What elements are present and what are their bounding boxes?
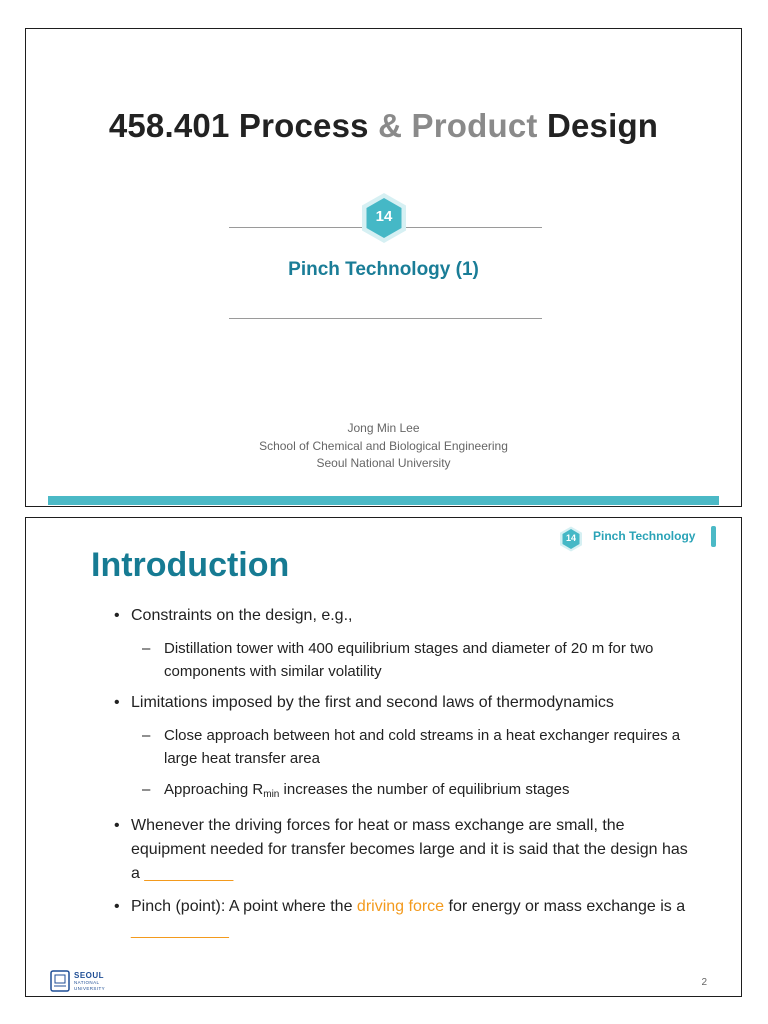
bullet-item — [114, 895, 694, 943]
course-title-part3: Design — [546, 107, 659, 144]
bullet-item — [114, 814, 694, 886]
driving-force-text: Whenever the driving forces for heat or mass exchange are small, the equipment needed for transfer becomes large and it is said that the design has a — [131, 817, 688, 882]
course-title — [26, 107, 741, 145]
slide-heading: Introduction — [91, 546, 290, 584]
university-logo — [50, 970, 120, 994]
rmin-subscript: min — [263, 789, 280, 800]
author-school: School of Chemical and Biological Engineering — [259, 438, 508, 453]
section-number: 14 — [565, 533, 576, 543]
seal-icon — [50, 970, 70, 992]
fill-in-blank: ___________ — [131, 922, 229, 939]
bullet-item: • Limitations imposed by the first and second laws of thermodynamics — [114, 691, 694, 715]
section-header-tag — [559, 526, 739, 548]
lecture-subtitle: Pinch Technology (1) — [288, 259, 479, 280]
logo-line2: NATIONAL — [74, 980, 100, 985]
page-number: 2 — [701, 977, 707, 988]
logo-line1: SEOUL — [74, 971, 105, 980]
author-university: Seoul National University — [316, 456, 451, 470]
bullet-item: • Constraints on the design, e.g., — [114, 604, 694, 628]
lecture-number: 14 — [375, 208, 393, 225]
pinch-text-pre: Pinch (point): A point where the — [131, 898, 357, 915]
rmin-text-pre: Approaching R — [164, 781, 264, 798]
section-number-badge — [559, 526, 583, 552]
sub-bullet-item: – Distillation tower with 400 equilibrium stages and diameter of 20 m for two components with similar volatility — [114, 637, 694, 683]
title-slide — [25, 28, 742, 507]
content-slide — [25, 517, 742, 997]
logo-line3: UNIVERSITY — [74, 986, 106, 991]
section-accent-bar — [711, 526, 716, 547]
author-name: Jong Min Lee — [347, 421, 420, 435]
bullet-list — [114, 604, 694, 952]
sub-bullet-item: – Close approach between hot and cold streams in a heat exchanger requires a large heat transfer area — [114, 724, 694, 770]
accent-bar — [48, 496, 719, 505]
section-label: Pinch Technology — [593, 529, 696, 543]
course-title-part2: & Product — [378, 107, 538, 144]
fill-in-blank: __________ — [144, 865, 234, 882]
rmin-text-post: increases the number of equilibrium stages — [279, 781, 570, 798]
lecture-number-badge — [359, 192, 409, 244]
course-title-part1: 458.401 Process — [108, 107, 369, 144]
sub-bullet-item — [114, 778, 694, 806]
author-block — [26, 420, 741, 473]
highlight-driving-force: driving force — [356, 898, 445, 915]
bottom-divider — [229, 318, 542, 319]
pinch-text-mid: for energy or mass exchange is a — [444, 898, 686, 915]
